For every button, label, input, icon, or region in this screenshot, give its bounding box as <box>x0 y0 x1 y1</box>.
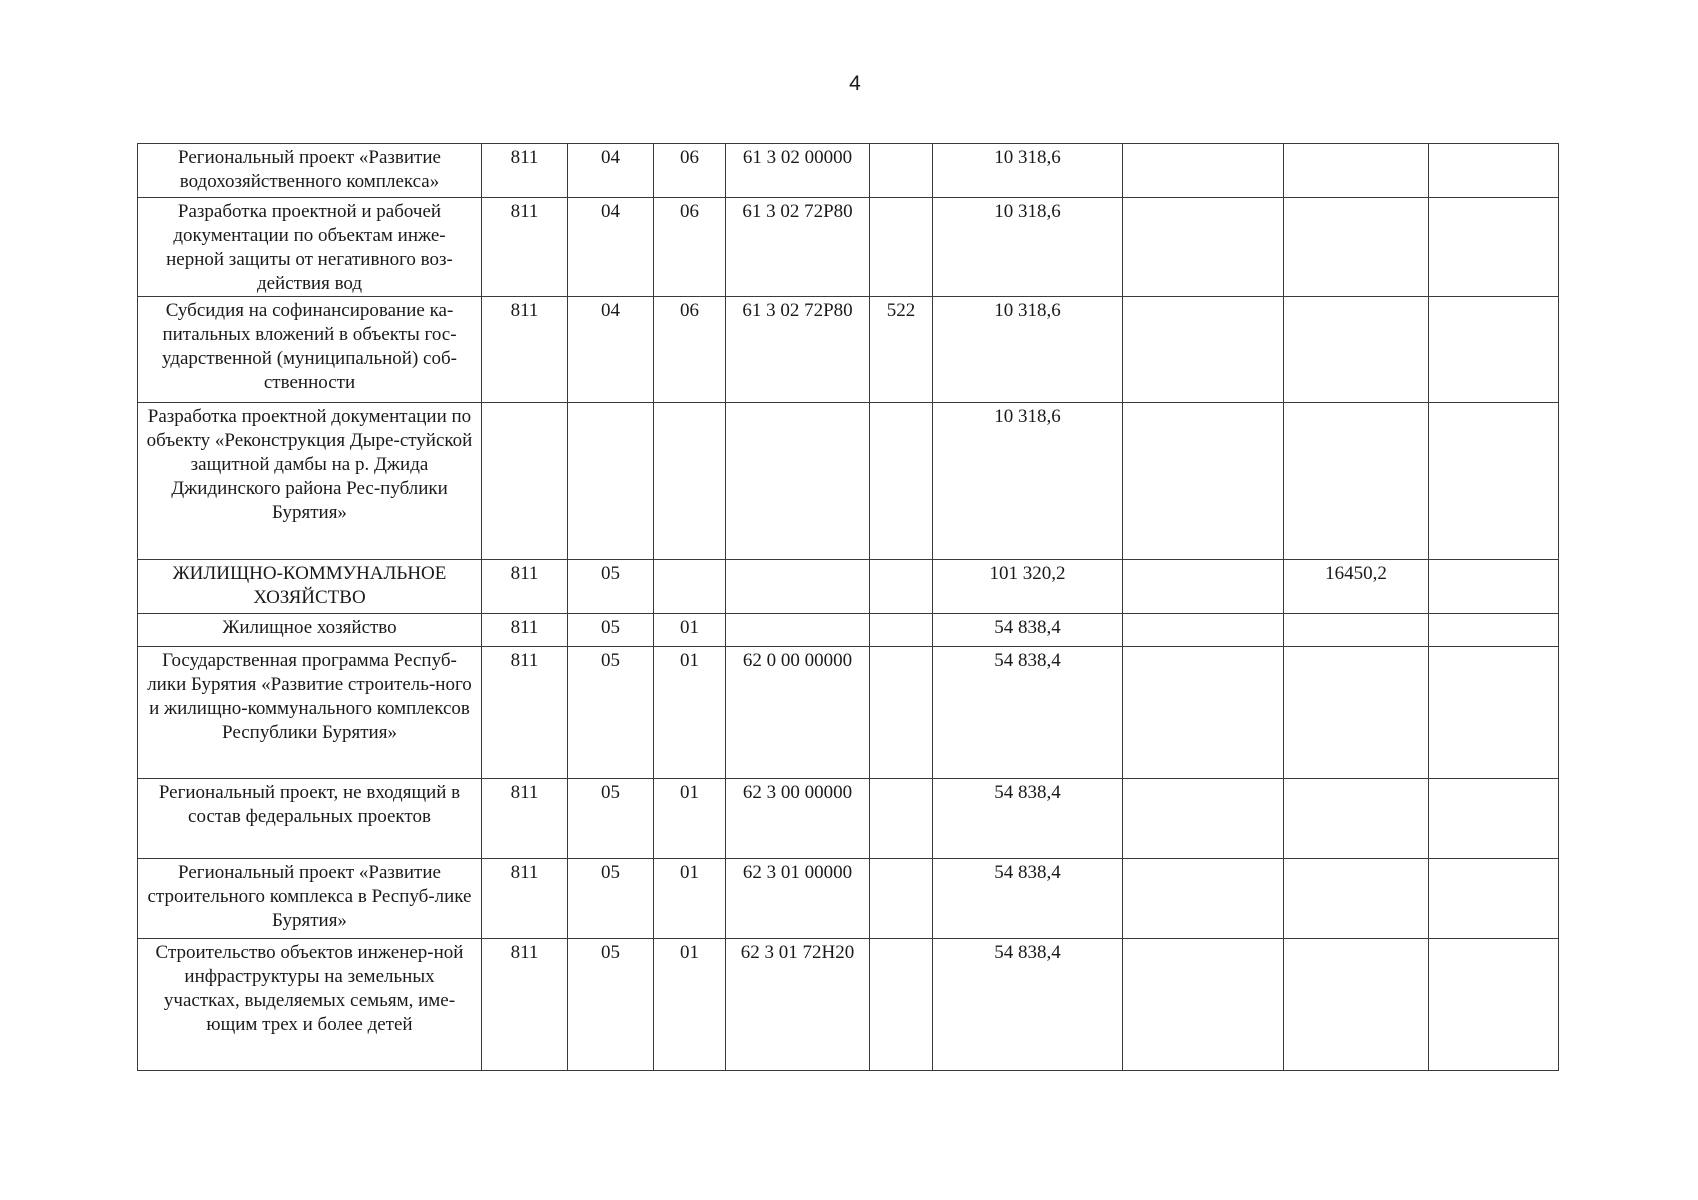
amount-cell: 54 838,4 <box>933 859 1123 939</box>
target-article-cell: 61 3 02 00000 <box>726 144 870 198</box>
amount-cell: 54 838,4 <box>933 939 1123 1071</box>
column-8-cell <box>1284 779 1429 859</box>
target-article-cell <box>726 614 870 647</box>
ved-cell: 811 <box>482 939 568 1071</box>
subsection-cell: 06 <box>654 297 726 403</box>
section-cell: 05 <box>568 614 654 647</box>
ved-cell: 811 <box>482 198 568 297</box>
section-cell: 05 <box>568 779 654 859</box>
subsection-cell <box>654 403 726 560</box>
column-9-cell <box>1429 297 1559 403</box>
target-article-cell: 62 3 01 72Н20 <box>726 939 870 1071</box>
amount-cell: 10 318,6 <box>933 144 1123 198</box>
item-name-cell: Региональный проект «Развитие водохозяйственного комплекса» <box>138 144 482 198</box>
expense-type-cell <box>870 144 933 198</box>
column-8-cell <box>1284 647 1429 779</box>
item-name-cell: ЖИЛИЩНО-КОММУНАЛЬНОЕ ХОЗЯЙСТВО <box>138 560 482 614</box>
column-8-cell <box>1284 403 1429 560</box>
amount-cell: 10 318,6 <box>933 403 1123 560</box>
expense-type-cell <box>870 939 933 1071</box>
column-7-cell <box>1123 647 1284 779</box>
column-7-cell <box>1123 297 1284 403</box>
target-article-cell <box>726 560 870 614</box>
page-number: 4 <box>849 72 861 95</box>
column-7-cell <box>1123 939 1284 1071</box>
column-8-cell <box>1284 144 1429 198</box>
table-row <box>138 779 1559 859</box>
subsection-cell: 01 <box>654 859 726 939</box>
column-8-cell: 16450,2 <box>1284 560 1429 614</box>
column-9-cell <box>1429 403 1559 560</box>
table-row <box>138 560 1559 614</box>
subsection-cell: 06 <box>654 198 726 297</box>
amount-cell: 101 320,2 <box>933 560 1123 614</box>
item-name-cell: Строительство объектов инженер-ной инфраструктуры на земельных участках, выделяемых семьям, име-ющим трех и более детей <box>138 939 482 1071</box>
column-7-cell <box>1123 198 1284 297</box>
target-article-cell: 62 3 01 00000 <box>726 859 870 939</box>
item-name-cell: Государственная программа Респуб-лики Бурятия «Развитие строитель-ного и жилищно-коммунального комплексов Республики Бурятия» <box>138 647 482 779</box>
expense-type-cell <box>870 403 933 560</box>
table-row <box>138 297 1559 403</box>
column-9-cell <box>1429 614 1559 647</box>
table-row <box>138 198 1559 297</box>
amount-cell: 54 838,4 <box>933 614 1123 647</box>
target-article-cell: 61 3 02 72Р80 <box>726 198 870 297</box>
budget-table <box>137 143 1559 1071</box>
expense-type-cell <box>870 560 933 614</box>
target-article-cell: 61 3 02 72Р80 <box>726 297 870 403</box>
section-cell: 05 <box>568 859 654 939</box>
column-7-cell <box>1123 779 1284 859</box>
expense-type-cell <box>870 198 933 297</box>
column-8-cell <box>1284 614 1429 647</box>
item-name-cell: Субсидия на софинансирование ка-питальных вложений в объекты гос-ударственной (муниципальной) соб-ственности <box>138 297 482 403</box>
column-9-cell <box>1429 859 1559 939</box>
subsection-cell: 01 <box>654 647 726 779</box>
column-9-cell <box>1429 560 1559 614</box>
table-row <box>138 403 1559 560</box>
section-cell: 05 <box>568 560 654 614</box>
section-cell <box>568 403 654 560</box>
column-7-cell <box>1123 403 1284 560</box>
column-8-cell <box>1284 198 1429 297</box>
ved-cell: 811 <box>482 144 568 198</box>
expense-type-cell: 522 <box>870 297 933 403</box>
column-7-cell <box>1123 859 1284 939</box>
column-9-cell <box>1429 144 1559 198</box>
item-name-cell: Региональный проект, не входящий в состав федеральных проектов <box>138 779 482 859</box>
section-cell: 04 <box>568 297 654 403</box>
section-cell: 05 <box>568 939 654 1071</box>
target-article-cell: 62 0 00 00000 <box>726 647 870 779</box>
target-article-cell: 62 3 00 00000 <box>726 779 870 859</box>
amount-cell: 54 838,4 <box>933 779 1123 859</box>
table-body <box>138 144 1559 1071</box>
column-7-cell <box>1123 614 1284 647</box>
section-cell: 04 <box>568 198 654 297</box>
table-row <box>138 144 1559 198</box>
section-cell: 04 <box>568 144 654 198</box>
column-9-cell <box>1429 939 1559 1071</box>
subsection-cell: 01 <box>654 614 726 647</box>
expense-type-cell <box>870 647 933 779</box>
column-9-cell <box>1429 779 1559 859</box>
column-8-cell <box>1284 939 1429 1071</box>
column-8-cell <box>1284 297 1429 403</box>
expense-type-cell <box>870 614 933 647</box>
section-cell: 05 <box>568 647 654 779</box>
ved-cell: 811 <box>482 297 568 403</box>
item-name-cell: Разработка проектной документации по объекту «Реконструкция Дыре-стуйской защитной дамбы на р. Джида Джидинского района Рес-публики Бурятия» <box>138 403 482 560</box>
ved-cell: 811 <box>482 779 568 859</box>
table-row <box>138 647 1559 779</box>
subsection-cell: 01 <box>654 779 726 859</box>
ved-cell <box>482 403 568 560</box>
column-9-cell <box>1429 198 1559 297</box>
item-name-cell: Региональный проект «Развитие строительного комплекса в Респуб-лике Бурятия» <box>138 859 482 939</box>
ved-cell: 811 <box>482 560 568 614</box>
amount-cell: 54 838,4 <box>933 647 1123 779</box>
expense-type-cell <box>870 859 933 939</box>
subsection-cell: 01 <box>654 939 726 1071</box>
item-name-cell: Жилищное хозяйство <box>138 614 482 647</box>
ved-cell: 811 <box>482 614 568 647</box>
column-7-cell <box>1123 144 1284 198</box>
amount-cell: 10 318,6 <box>933 198 1123 297</box>
table-row <box>138 859 1559 939</box>
subsection-cell <box>654 560 726 614</box>
column-8-cell <box>1284 859 1429 939</box>
expense-type-cell <box>870 779 933 859</box>
table-row <box>138 939 1559 1071</box>
column-7-cell <box>1123 560 1284 614</box>
column-9-cell <box>1429 647 1559 779</box>
subsection-cell: 06 <box>654 144 726 198</box>
item-name-cell: Разработка проектной и рабочей документации по объектам инже-нерной защиты от негативного воз-действия вод <box>138 198 482 297</box>
table-row <box>138 614 1559 647</box>
ved-cell: 811 <box>482 647 568 779</box>
amount-cell: 10 318,6 <box>933 297 1123 403</box>
ved-cell: 811 <box>482 859 568 939</box>
target-article-cell <box>726 403 870 560</box>
